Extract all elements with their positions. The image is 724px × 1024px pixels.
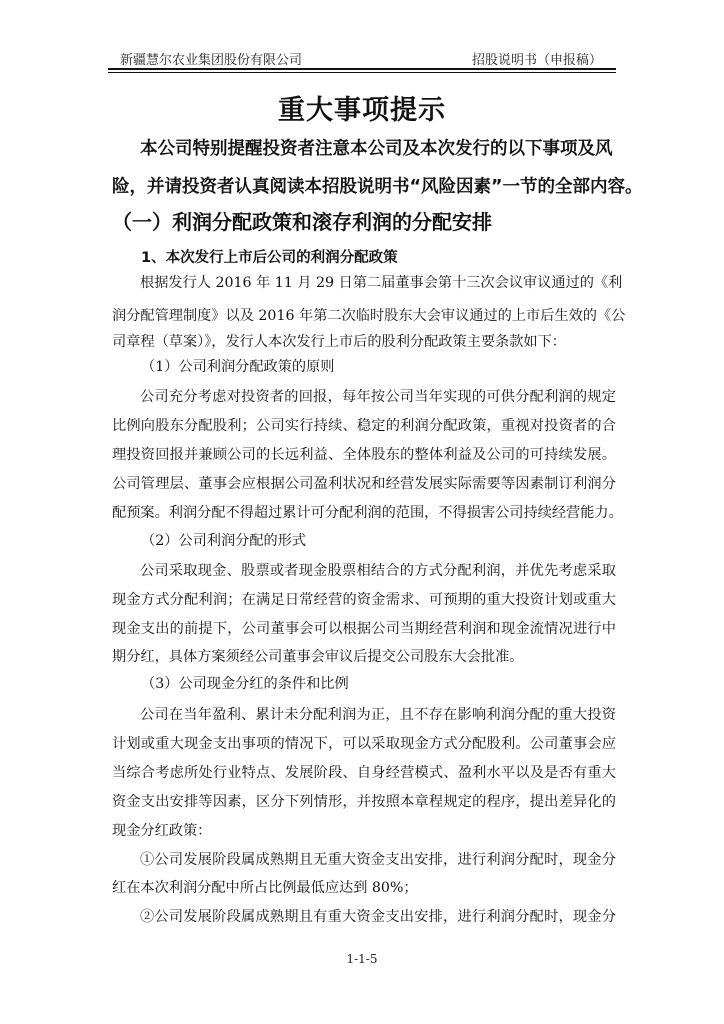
page-number: 1-1-5 <box>346 952 378 966</box>
paragraph-line: 润分配管理制度》以及 2016 年第二次临时股东大会审议通过的上市后生效的《公 <box>112 308 626 324</box>
subsection-heading: 1、本次发行上市后公司的利润分配政策 <box>141 250 398 266</box>
list-item-line: 红在本次利润分配中所占比例最低应达到 80%； <box>112 880 418 896</box>
paragraph-line: 期分红，具体方案须经公司董事会审议后提交公司股东大会批准。 <box>112 649 524 665</box>
header-rule-thin <box>108 72 616 73</box>
clause-title: （3）公司现金分红的条件和比例 <box>141 676 349 692</box>
paragraph-line: 理投资回报并兼顾公司的长远利益、全体股东的整体利益及公司的可持续发展。 <box>112 447 616 463</box>
paragraph-line: 公司充分考虑对投资者的回报，每年按公司当年实现的可供分配利润的规定 <box>140 389 616 405</box>
notice-line-2: 险，并请投资者认真阅读本招股说明书“风险因素”一节的全部内容。 <box>112 177 643 197</box>
paragraph-line: 公司在当年盈利、累计未分配利润为正，且不存在影响利润分配的重大投资 <box>140 707 616 723</box>
clause-title: （2）公司利润分配的形式 <box>141 533 307 549</box>
header-document-type: 招股说明书（申报稿） <box>471 53 602 68</box>
header-company-name: 新疆慧尔农业集团股份有限公司 <box>120 53 303 68</box>
paragraph-line: 现金支出的前提下，公司董事会可以根据公司当期经营利润和现金流情况进行中 <box>112 621 616 637</box>
paragraph-line: 现金分红政策： <box>112 823 212 839</box>
paragraph-line: 现金方式分配利润；在满足日常经营的资金需求、可预期的重大投资计划或重大 <box>112 592 616 608</box>
paragraph-line: 计划或重大现金支出事项的情况下，可以采取现金方式分配股利。公司董事会应 <box>112 736 616 752</box>
paragraph-line: 配预案。利润分配不得超过累计可分配利润的范围，不得损害公司持续经营能力。 <box>112 505 623 521</box>
clause-title: （1）公司利润分配政策的原则 <box>141 359 335 375</box>
paragraph-line: 比例向股东分配股利；公司实行持续、稳定的利润分配政策，重视对投资者的合 <box>112 418 616 434</box>
page-header <box>108 47 616 69</box>
paragraph-line: 资金支出安排等因素，区分下列情形，并按照本章程规定的程序，提出差异化的 <box>112 794 616 810</box>
list-item-line: ②公司发展阶段属成熟期且有重大资金支出安排，进行利润分配时，现金分 <box>140 909 616 925</box>
header-rule-thick <box>108 68 616 70</box>
list-item-line: ①公司发展阶段属成熟期且无重大资金支出安排，进行利润分配时，现金分 <box>140 852 616 868</box>
paragraph-line: 当综合考虑所处行业特点、发展阶段、自身经营模式、盈利水平以及是否有重大 <box>112 765 616 781</box>
paragraph-line: 司章程（草案）》，发行人本次发行上市后的股利分配政策主要条款如下： <box>112 334 566 350</box>
paragraph-line: 公司采取现金、股票或者现金股票相结合的方式分配利润，并优先考虑采取 <box>140 563 616 579</box>
section-heading: （一）利润分配政策和滚存利润的分配安排 <box>112 210 492 234</box>
paragraph-line: 根据发行人 2016 年 11 月 29 日第二届董事会第十三次会议审议通过的《利 <box>140 275 623 291</box>
page-title: 重大事项提示 <box>278 95 446 126</box>
paragraph-line: 公司管理层、董事会应根据公司盈利状况和经营发展实际需要等因素制订利润分 <box>112 476 616 492</box>
notice-line-1: 本公司特别提醒投资者注意本公司及本次发行的以下事项及风 <box>140 139 613 159</box>
